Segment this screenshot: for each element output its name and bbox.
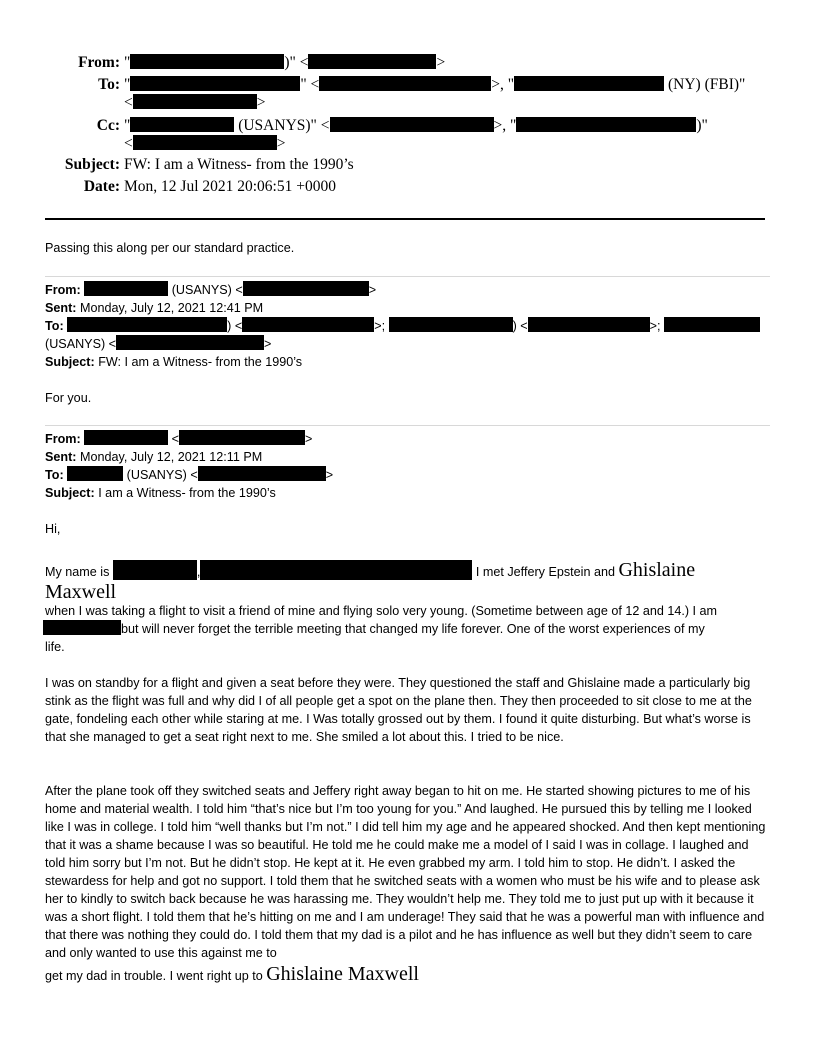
redaction bbox=[330, 117, 494, 132]
letter-last-line bbox=[45, 963, 419, 987]
subject-value: FW: I am a Witness- from the 1990’s bbox=[124, 156, 354, 173]
fwd1-sent bbox=[45, 299, 263, 317]
cc-value: " (USANYS)" < >, " )" bbox=[124, 117, 708, 134]
fwd1-subject-label: Subject: bbox=[45, 355, 95, 369]
subject-label: Subject: bbox=[64, 156, 120, 173]
fwd1-subject bbox=[45, 353, 302, 371]
cc-label: Cc: bbox=[96, 117, 120, 134]
letter-greeting: Hi, bbox=[45, 522, 61, 536]
date-value: Mon, 12 Jul 2021 20:06:51 +0000 bbox=[124, 178, 336, 195]
letter-line-but-text: but will never forget the terrible meeting that changed my life forever. One of the worst experiences of my bbox=[121, 622, 705, 636]
fwd1-to-cont-text: (USANYS) < bbox=[45, 337, 117, 351]
letter-line-life: life. bbox=[45, 640, 65, 654]
redaction bbox=[198, 466, 326, 481]
redaction bbox=[84, 281, 168, 296]
letter-met-text: I met Jeffery Epstein and bbox=[475, 565, 615, 579]
fwd2-to-suffix: (USANYS) < bbox=[126, 468, 198, 482]
fwd1-from-label: From: bbox=[45, 283, 81, 297]
letter-para3: After the plane took off they switched seats and Jeffery right away began to hit on me. He started showing pictures to me of his home and material wealth. I told him “that’s nice but I’m too young for you.” And laughed. He pursued this by telling me I looked like I was in college. I told him “well thanks but I’m not.” I did tell him my age and he appeared shocked. And then kept mentioning that it was a shame because I was so beautiful. He told me he could make me a model of I said I was in collage. I laughed and told him sorry but I’m not. But he didn’t stop. He kept at it. He even grabbed my arm. I told him to stop. He didn’t. I asked the stewardess for help and got no support. I told them that he switched seats with a women who must be his wife and to please ask her to kindly to switch back because he was harassing me. They wouldn’t help me. They told me to just put up with it because it was a short flight. I told them that he’s hitting on me and I am underage! They said that he was a powerful man with influence and that there was nothing they could do. I told them that my dad is a pilot and he has influence as well but they didn’t seem to care and only wanted to use this against me to bbox=[45, 784, 766, 960]
date-label: Date: bbox=[83, 178, 120, 195]
fwd1-note: For you. bbox=[45, 391, 92, 405]
redaction bbox=[84, 430, 168, 445]
fwd1-subject-value: FW: I am a Witness- from the 1990’s bbox=[98, 355, 303, 369]
fwd1-to-cont: (USANYS) < > bbox=[45, 337, 272, 351]
redaction bbox=[243, 281, 369, 296]
to-ny-fbi: (NY) (FBI)" bbox=[667, 76, 746, 93]
letter-last-big: Ghislaine Maxwell bbox=[266, 963, 419, 985]
fwd2-subject-value: I am a Witness- from the 1990’s bbox=[98, 486, 276, 500]
redaction bbox=[116, 335, 264, 350]
fwd1-sent-value: Monday, July 12, 2021 12:41 PM bbox=[79, 301, 264, 315]
cc-value-cont: < > bbox=[124, 135, 286, 152]
fwd2-subject-label: Subject: bbox=[45, 486, 95, 500]
redaction bbox=[516, 117, 696, 132]
redaction bbox=[179, 430, 305, 445]
redaction bbox=[319, 76, 491, 91]
fwd1-sent-label: Sent: bbox=[45, 301, 77, 315]
letter-para2: I was on standby for a flight and given a seat before they were. They questioned the staff and Ghislaine made a particularly big stink as the flight was full and why did I of all people get a spot on the plane then. They then proceeded to sit close to me at the gate, fondeling each other while staring at me. I Was totally grossed out by them. I found it quite disturbing. But what’s worse is that she managed to get a seat right next to me. She smiled a lot about this. I tried to be nice. bbox=[45, 676, 752, 744]
from-label: From: bbox=[78, 54, 120, 71]
separator bbox=[45, 425, 770, 426]
fwd1-from: From: (USANYS) < > bbox=[45, 283, 377, 297]
redaction bbox=[133, 94, 257, 109]
redaction bbox=[67, 317, 227, 332]
letter-name-big-2: Maxwell bbox=[45, 581, 117, 603]
separator bbox=[45, 276, 770, 277]
fwd2-sent-label: Sent: bbox=[45, 450, 77, 464]
fwd2-from-label: From: bbox=[45, 432, 81, 446]
redaction bbox=[200, 560, 472, 580]
letter-line-when: when I was taking a flight to visit a friend of mine and flying solo very young. (Sometime between age of 12 and 14.) I am bbox=[45, 604, 718, 618]
fwd1-to-label: To: bbox=[45, 319, 64, 333]
redaction bbox=[389, 317, 513, 332]
redaction bbox=[528, 317, 650, 332]
redaction bbox=[133, 135, 277, 150]
intro-text: Passing this along per our standard practice. bbox=[45, 241, 295, 255]
to-label: To: bbox=[98, 76, 120, 93]
from-value: " )" < > bbox=[124, 54, 446, 71]
letter-name-intro: My name is bbox=[45, 565, 110, 579]
redaction bbox=[67, 466, 123, 481]
email-header bbox=[40, 52, 780, 202]
header-divider bbox=[45, 218, 765, 220]
redaction bbox=[130, 76, 300, 91]
to-value: " " < >, " (NY) (FBI)" bbox=[124, 76, 746, 93]
redaction bbox=[514, 76, 664, 91]
redaction bbox=[242, 317, 374, 332]
redaction bbox=[113, 560, 197, 580]
fwd2-from: From: < > bbox=[45, 432, 313, 446]
letter-name-line: My name is , I met Jeffery Epstein and Ghislaine bbox=[45, 559, 696, 581]
letter-name-big-1: Ghislaine bbox=[618, 559, 696, 581]
to-value-cont: < > bbox=[124, 94, 266, 111]
fwd2-to: To: (USANYS) < > bbox=[45, 468, 334, 482]
redaction bbox=[130, 54, 284, 69]
redaction bbox=[664, 317, 760, 332]
redaction bbox=[130, 117, 234, 132]
redaction bbox=[43, 620, 121, 635]
letter-last-line-text: get my dad in trouble. I went right up to bbox=[45, 969, 263, 983]
fwd2-sent-value: Monday, July 12, 2021 12:11 PM bbox=[79, 450, 263, 464]
fwd2-sent bbox=[45, 448, 262, 466]
cc-usanys: (USANYS)" bbox=[238, 117, 317, 134]
fwd2-to-label: To: bbox=[45, 468, 64, 482]
letter-line-but bbox=[45, 620, 705, 638]
redaction bbox=[308, 54, 436, 69]
fwd1-from-suffix: (USANYS) < bbox=[171, 283, 243, 297]
fwd1-to: To: ) < >; ) < >; bbox=[45, 317, 760, 335]
fwd2-subject bbox=[45, 484, 276, 502]
